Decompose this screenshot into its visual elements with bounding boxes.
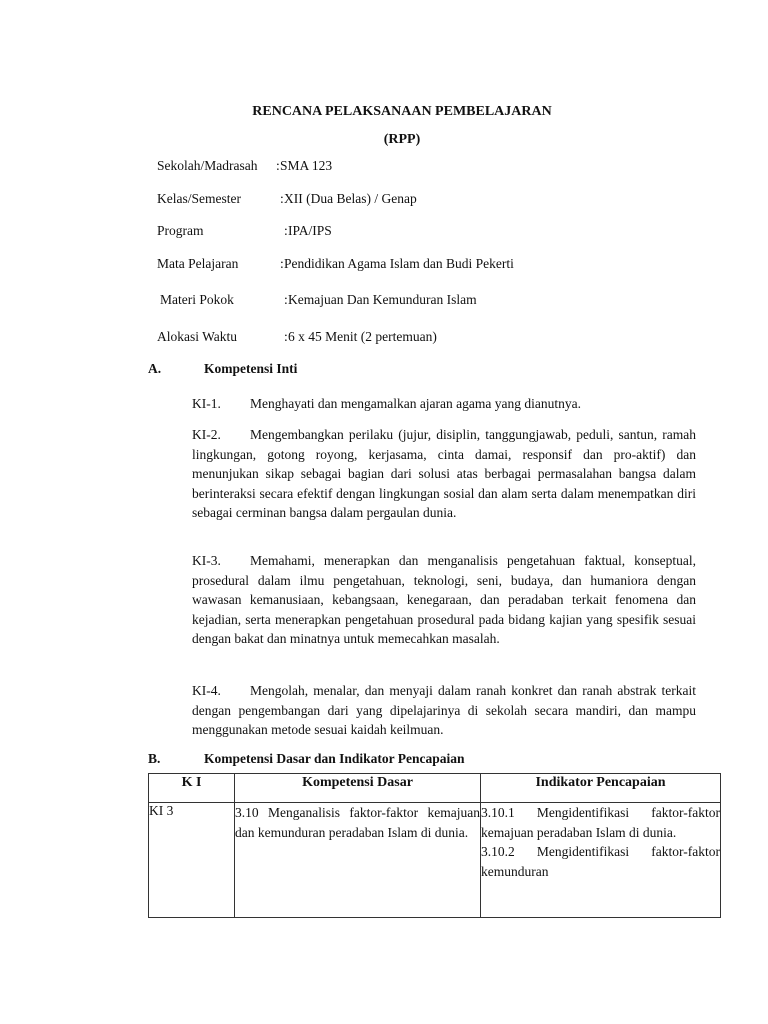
identity-sep-school: : [276, 158, 280, 173]
identity-label-subject: Mata Pelajaran [157, 256, 239, 271]
header-kd: Kompetensi Dasar [235, 774, 481, 803]
identity-value-topic: Kemajuan Dan Kemunduran Islam [288, 292, 477, 307]
identity-sep-class: : [280, 191, 284, 206]
section-a-letter: A. [148, 361, 162, 376]
identity-label-class: Kelas/Semester [157, 191, 241, 206]
identity-value-school: SMA 123 [280, 158, 333, 173]
ki-2-text: Mengembangkan perilaku (jujur, disiplin, tanggungjawab, peduli, santun, ramah lingkungan, gotong royong, kerjasama, cinta damai, responsif dan pro-aktif) dan menunjukan sikap sebagai bagian dari solusi atas berbagai permasalahan bangsa dalam berinteraksi secara efektif dengan lingkungan sosial dan alam serta dalam menempatkan diri sebagai cerminan bangsa dalam pergaulan dunia. [192, 427, 696, 520]
cell-ki: KI 3 [149, 803, 235, 918]
identity-sep-subject: : [280, 256, 284, 271]
identity-sep-program: : [284, 223, 288, 238]
ki-1-code: KI-1. [192, 396, 221, 411]
identity-sep-topic: : [284, 292, 288, 307]
table-header-row [149, 774, 721, 803]
ki-2-code: KI-2. [192, 427, 221, 442]
identity-label-time: Alokasi Waktu [157, 329, 238, 344]
competency-table [148, 773, 721, 918]
ki-2-item [192, 425, 696, 523]
header-ki: K I [149, 774, 235, 803]
cell-kd-text: 3.10 Menganalisis faktor-faktor kemajuan dan kemunduran peradaban Islam di dunia. [235, 805, 480, 840]
section-b-heading: Kompetensi Dasar dan Indikator Pencapaian [204, 751, 465, 766]
identity-value-program: IPA/IPS [288, 223, 332, 238]
table-row [149, 803, 721, 918]
identity-value-time: 6 x 45 Menit (2 pertemuan) [288, 329, 437, 344]
identity-label-program: Program [157, 223, 204, 238]
ki-3-text: Memahami, menerapkan dan menganalisis pengetahuan faktual, konseptual, prosedural dalam ilmu pengetahuan, teknologi, seni, budaya, dan humaniora dengan wawasan kemanusiaan, kebangsaan, kenegaraan, dan peradaban terkait fenomena dan kejadian, serta menerapkan pengetahuan prosedural pada bidang kajian yang spesifik sesuai dengan bakat dan minatnya untuk memecahkan masalah. [192, 553, 696, 646]
section-a-heading: Kompetensi Inti [204, 361, 298, 376]
document-title: RENCANA PELAKSANAAN PEMBELAJARAN [252, 104, 552, 119]
ki-3-code: KI-3. [192, 553, 221, 568]
identity-label-school: Sekolah/Madrasah [157, 158, 258, 173]
section-b-letter: B. [148, 751, 161, 766]
indicator-1-text: 3.10.1 Mengidentifikasi faktor-faktor kemajuan peradaban Islam di dunia. [481, 805, 720, 840]
indicator-2-text: 3.10.2 Mengidentifikasi faktor-faktor kemunduran [481, 844, 720, 879]
identity-value-subject: Pendidikan Agama Islam dan Budi Pekerti [284, 256, 514, 271]
ki-4-text: Mengolah, menalar, dan menyaji dalam ranah konkret dan ranah abstrak terkait dengan pengembangan dari yang dipelajarinya di sekolah secara mandiri, dan mampu menggunakan metode sesuai kaidah keilmuan. [192, 683, 696, 737]
header-indicator: Indikator Pencapaian [481, 774, 721, 803]
ki-3-item [192, 551, 696, 649]
ki-4-item [192, 681, 696, 740]
document-subtitle: (RPP) [383, 132, 421, 147]
identity-label-topic: Materi Pokok [160, 292, 234, 307]
ki-1-text: Menghayati dan mengamalkan ajaran agama yang dianutnya. [250, 396, 581, 411]
ki-1-item [192, 394, 696, 414]
ki-4-code: KI-4. [192, 683, 221, 698]
cell-kd [235, 803, 481, 918]
identity-sep-time: : [284, 329, 288, 344]
cell-indicator [481, 803, 721, 918]
identity-value-class: XII (Dua Belas) / Genap [284, 191, 417, 206]
